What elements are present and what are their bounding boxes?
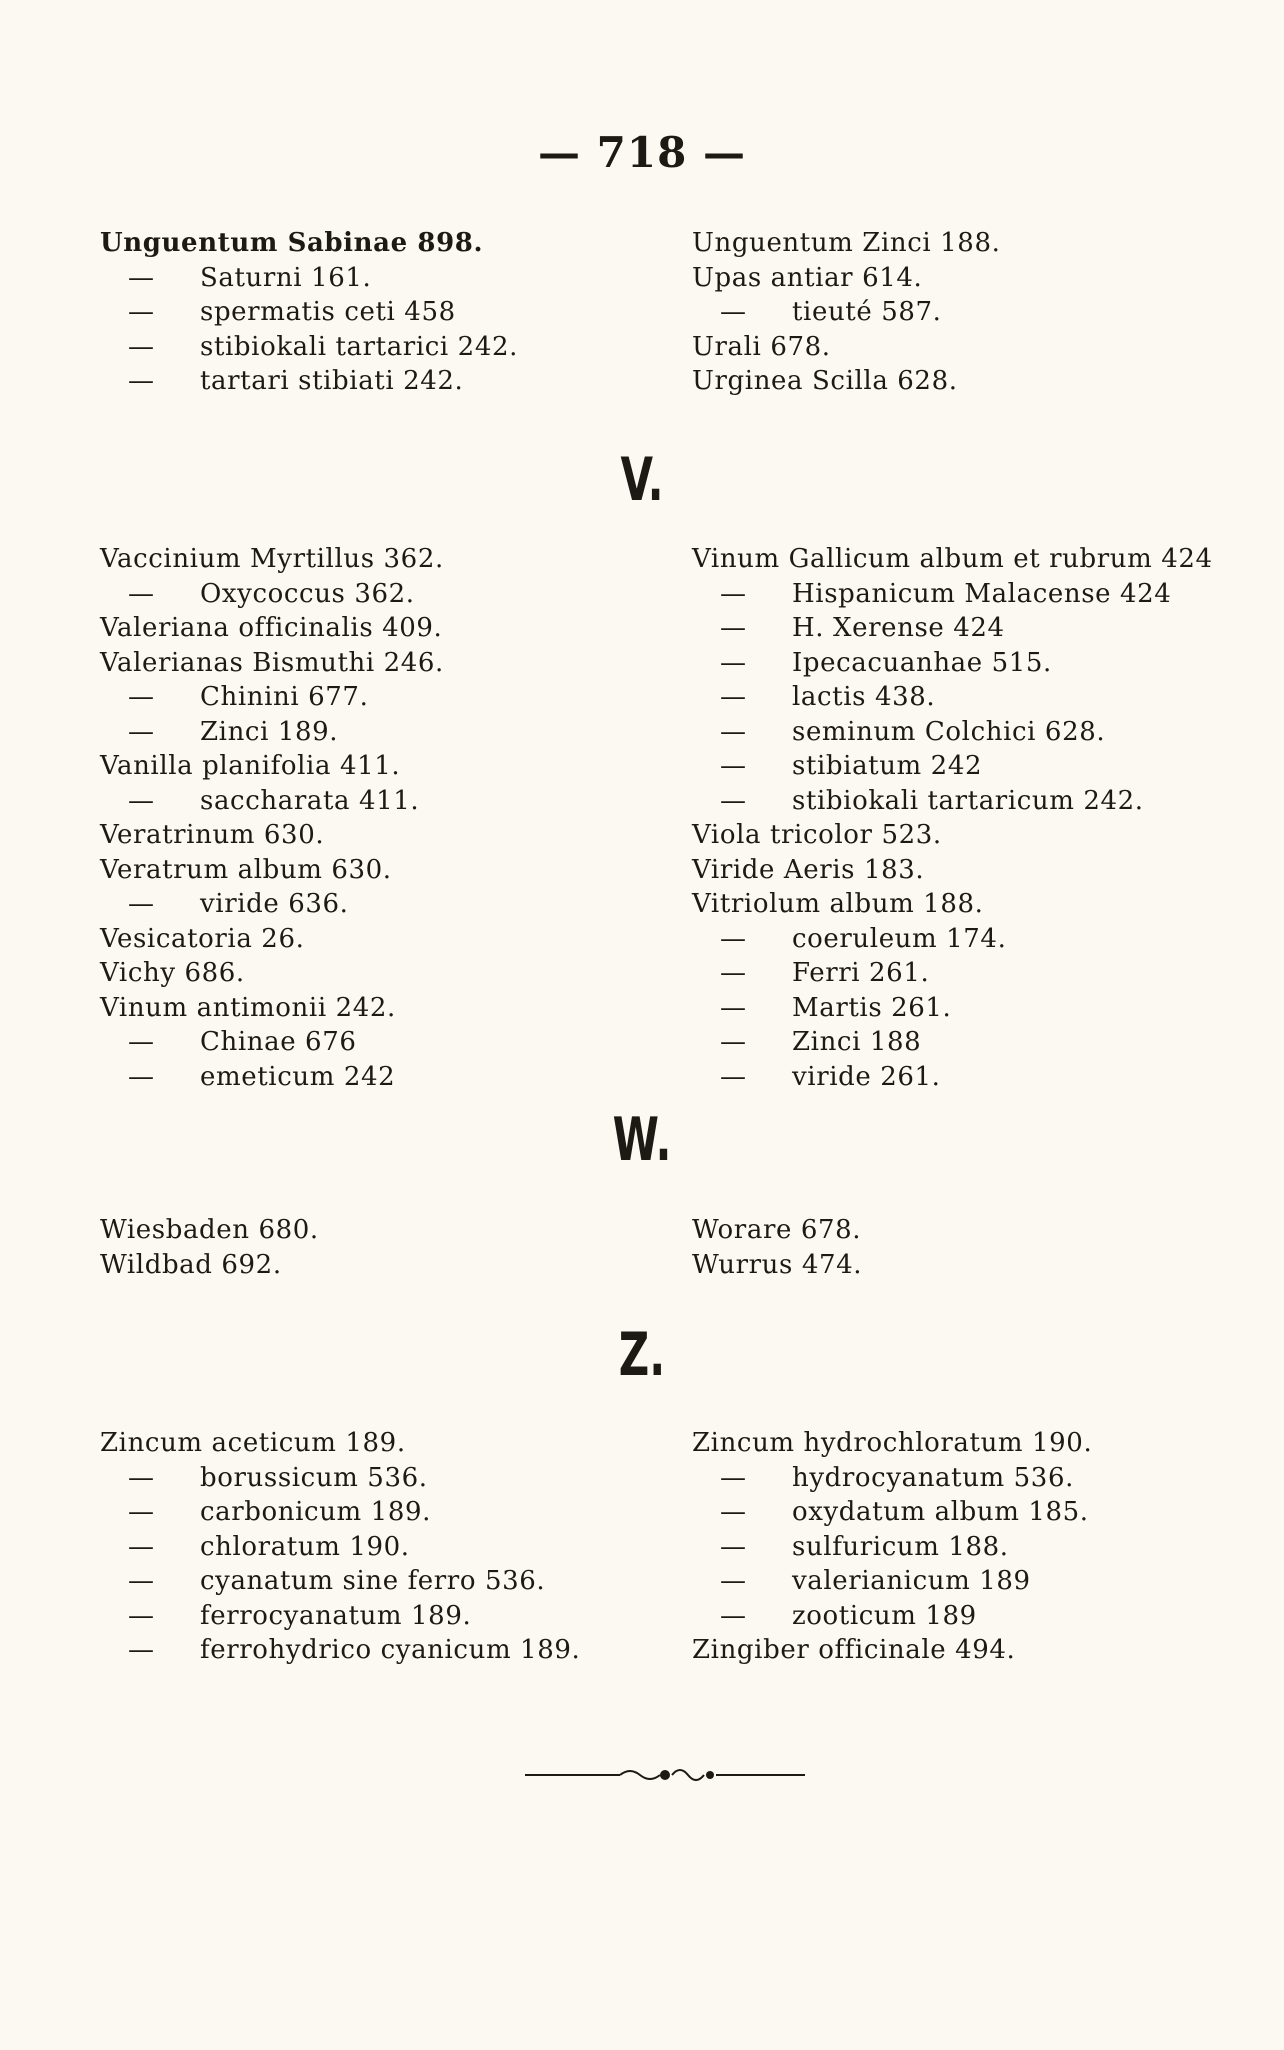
index-column-u-right — [692, 226, 1232, 399]
index-subentry — [692, 956, 1232, 991]
entry-dash: — — [128, 297, 155, 327]
entry-dash: — — [720, 1497, 747, 1527]
index-entry — [692, 261, 1232, 296]
index-subentry — [100, 364, 640, 399]
entry-text: Vesicatoria 26. — [100, 923, 305, 954]
index-entry — [692, 330, 1232, 365]
entry-text: saccharata 411. — [200, 785, 420, 816]
entry-dash: — — [720, 297, 747, 327]
entry-dash: — — [128, 262, 155, 293]
index-subentry — [692, 646, 1232, 681]
index-subentry — [692, 295, 1232, 330]
entry-text: borussicum 536. — [200, 1462, 428, 1493]
index-entry — [100, 991, 640, 1026]
entry-text: Zingiber officinale 494. — [692, 1635, 1016, 1665]
entry-text: ferrocyanatum 189. — [200, 1600, 472, 1631]
index-subentry — [692, 577, 1232, 612]
index-entry — [692, 1213, 1232, 1248]
index-subentry — [100, 1633, 640, 1668]
entry-text: hydrocyanatum 536. — [792, 1462, 1074, 1493]
index-column-v-left — [100, 542, 640, 1094]
index-subentry — [692, 1530, 1232, 1565]
entry-text: Vinum Gallicum album et rubrum 424 — [692, 544, 1213, 574]
entry-text: seminum Colchici 628. — [792, 716, 1106, 747]
entry-dash: — — [128, 1531, 155, 1562]
entry-text: Urali 678. — [692, 331, 831, 362]
index-entry — [100, 226, 640, 261]
entry-text: Ferri 261. — [792, 958, 930, 988]
entry-dash: — — [128, 1027, 155, 1057]
entry-text: Zinci 188 — [792, 1027, 922, 1057]
entry-text: tieuté 587. — [792, 297, 942, 327]
index-column-u-left — [100, 226, 640, 399]
entry-dash: — — [128, 1061, 155, 1092]
index-entry — [100, 922, 640, 957]
index-subentry — [100, 1599, 640, 1634]
index-subentry — [100, 784, 640, 819]
index-subentry — [692, 1495, 1232, 1530]
entry-text: cyanatum sine ferro 536. — [200, 1566, 546, 1596]
index-subentry — [692, 922, 1232, 957]
entry-text: Oxycoccus 362. — [200, 578, 415, 609]
entry-dash: — — [128, 1566, 155, 1596]
entry-dash: — — [128, 1462, 155, 1493]
entry-text: Wiesbaden 680. — [100, 1215, 319, 1245]
entry-dash: — — [128, 1497, 155, 1527]
entry-dash: — — [720, 1462, 747, 1493]
entry-dash: — — [720, 992, 747, 1023]
entry-text: Wildbad 692. — [100, 1249, 282, 1280]
index-entry — [692, 887, 1232, 922]
entry-text: zooticum 189 — [792, 1600, 977, 1631]
entry-dash: — — [128, 366, 155, 396]
entry-text: emeticum 242 — [200, 1061, 396, 1092]
entry-text: spermatis ceti 458 — [200, 297, 456, 327]
entry-text: sulfuricum 188. — [792, 1531, 1009, 1562]
index-subentry — [692, 784, 1232, 819]
section-letter-z: Z. — [618, 1320, 666, 1390]
index-subentry — [100, 1530, 640, 1565]
index-entry — [100, 646, 640, 681]
entry-text: Vinum antimonii 242. — [100, 992, 396, 1023]
entry-dash: — — [720, 923, 747, 954]
entry-dash: — — [720, 1027, 747, 1057]
index-subentry — [100, 1025, 640, 1060]
index-entry — [100, 956, 640, 991]
entry-dash: — — [720, 682, 747, 712]
entry-dash: — — [128, 889, 155, 919]
entry-text: coeruleum 174. — [792, 923, 1007, 954]
entry-dash: — — [720, 1531, 747, 1562]
entry-text: ferrohydrico cyanicum 189. — [200, 1635, 581, 1665]
index-entry — [692, 542, 1232, 577]
entry-dash: — — [720, 785, 747, 816]
entry-dash: — — [128, 1600, 155, 1631]
index-subentry — [100, 577, 640, 612]
entry-text: Wurrus 474. — [692, 1249, 863, 1280]
section-letter-w: W. — [612, 1105, 672, 1175]
entry-text: Urginea Scilla 628. — [692, 366, 958, 396]
entry-text: lactis 438. — [792, 682, 936, 712]
entry-text: Unguentum Zinci 188. — [692, 228, 1001, 258]
index-entry — [692, 818, 1232, 853]
index-subentry — [100, 1495, 640, 1530]
entry-dash: — — [720, 578, 747, 609]
index-column-z-right — [692, 1426, 1232, 1668]
entry-dash: — — [128, 331, 155, 362]
entry-text: Veratrinum 630. — [100, 820, 325, 850]
section-letter-v: V. — [620, 445, 664, 515]
entry-text: viride 261. — [792, 1061, 941, 1092]
index-subentry — [100, 715, 640, 750]
index-subentry — [100, 295, 640, 330]
entry-text: valerianicum 189 — [792, 1566, 1031, 1596]
index-subentry — [692, 749, 1232, 784]
entry-text: H. Xerense 424 — [792, 613, 1005, 643]
entry-dash: — — [128, 785, 155, 816]
index-entry — [692, 364, 1232, 399]
index-subentry — [692, 991, 1232, 1026]
index-entry — [100, 818, 640, 853]
index-entry — [100, 1248, 640, 1283]
index-subentry — [692, 1599, 1232, 1634]
index-subentry — [100, 330, 640, 365]
index-subentry — [100, 261, 640, 296]
entry-dash: — — [720, 1566, 747, 1596]
entry-text: Veratrum album 630. — [100, 854, 392, 885]
entry-dash: — — [720, 716, 747, 747]
entry-text: stibiokali tartaricum 242. — [792, 785, 1144, 816]
index-column-w-left — [100, 1213, 640, 1282]
index-column-w-right — [692, 1213, 1232, 1282]
entry-text: chloratum 190. — [200, 1531, 410, 1562]
entry-text: Worare 678. — [692, 1215, 862, 1245]
index-subentry — [692, 1060, 1232, 1095]
entry-dash: — — [720, 1061, 747, 1092]
index-subentry — [692, 715, 1232, 750]
entry-text: Valeriana officinalis 409. — [100, 613, 443, 643]
index-column-v-right — [692, 542, 1232, 1094]
entry-text: stibiatum 242 — [792, 751, 983, 781]
index-subentry — [100, 1461, 640, 1496]
index-subentry — [100, 1060, 640, 1095]
index-entry — [692, 1426, 1232, 1461]
entry-dash: — — [720, 751, 747, 781]
index-entry — [100, 853, 640, 888]
entry-text: oxydatum album 185. — [792, 1497, 1089, 1527]
entry-text: Zincum aceticum 189. — [100, 1428, 406, 1458]
entry-dash: — — [720, 958, 747, 988]
index-entry — [100, 542, 640, 577]
index-entry — [692, 1248, 1232, 1283]
entry-text: Valerianas Bismuthi 246. — [100, 647, 444, 678]
entry-text: carbonicum 189. — [200, 1497, 431, 1527]
index-subentry — [692, 1564, 1232, 1599]
entry-dash: — — [128, 682, 155, 712]
index-subentry — [100, 887, 640, 922]
entry-text: Zinci 189. — [200, 716, 339, 747]
entry-dash: — — [128, 1635, 155, 1665]
entry-text: viride 636. — [200, 889, 349, 919]
index-entry — [692, 853, 1232, 888]
entry-text: Martis 261. — [792, 992, 952, 1023]
page-number: — 718 — — [538, 128, 746, 177]
entry-text: tartari stibiati 242. — [200, 366, 464, 396]
entry-text: Viola tricolor 523. — [692, 820, 942, 850]
entry-text: Vichy 686. — [100, 958, 245, 988]
index-column-z-left — [100, 1426, 640, 1668]
ornament-divider — [520, 1755, 810, 1795]
entry-text: Unguentum Sabinae 898. — [100, 228, 484, 258]
index-entry — [100, 611, 640, 646]
entry-text: Hispanicum Malacense 424 — [792, 578, 1172, 609]
entry-text: Zincum hydrochloratum 190. — [692, 1428, 1093, 1458]
entry-text: Vitriolum album 188. — [692, 889, 984, 919]
index-entry — [100, 1426, 640, 1461]
index-subentry — [692, 680, 1232, 715]
entry-text: Saturni 161. — [200, 262, 372, 293]
entry-text: Upas antiar 614. — [692, 262, 923, 293]
entry-dash: — — [128, 578, 155, 609]
index-entry — [692, 226, 1232, 261]
entry-text: stibiokali tartarici 242. — [200, 331, 518, 362]
index-entry — [100, 1213, 640, 1248]
index-subentry — [100, 1564, 640, 1599]
entry-text: Ipecacuanhae 515. — [792, 647, 1052, 678]
index-subentry — [692, 611, 1232, 646]
index-entry — [100, 749, 640, 784]
entry-text: Viride Aeris 183. — [692, 854, 925, 885]
entry-dash: — — [128, 716, 155, 747]
index-subentry — [100, 680, 640, 715]
entry-dash: — — [720, 647, 747, 678]
entry-dash: — — [720, 613, 747, 643]
index-subentry — [692, 1461, 1232, 1496]
index-entry — [692, 1633, 1232, 1668]
entry-dash: — — [720, 1600, 747, 1631]
entry-text: Vanilla planifolia 411. — [100, 751, 401, 781]
entry-text: Chinini 677. — [200, 682, 369, 712]
entry-text: Chinae 676 — [200, 1027, 357, 1057]
entry-text: Vaccinium Myrtillus 362. — [100, 544, 444, 574]
index-subentry — [692, 1025, 1232, 1060]
